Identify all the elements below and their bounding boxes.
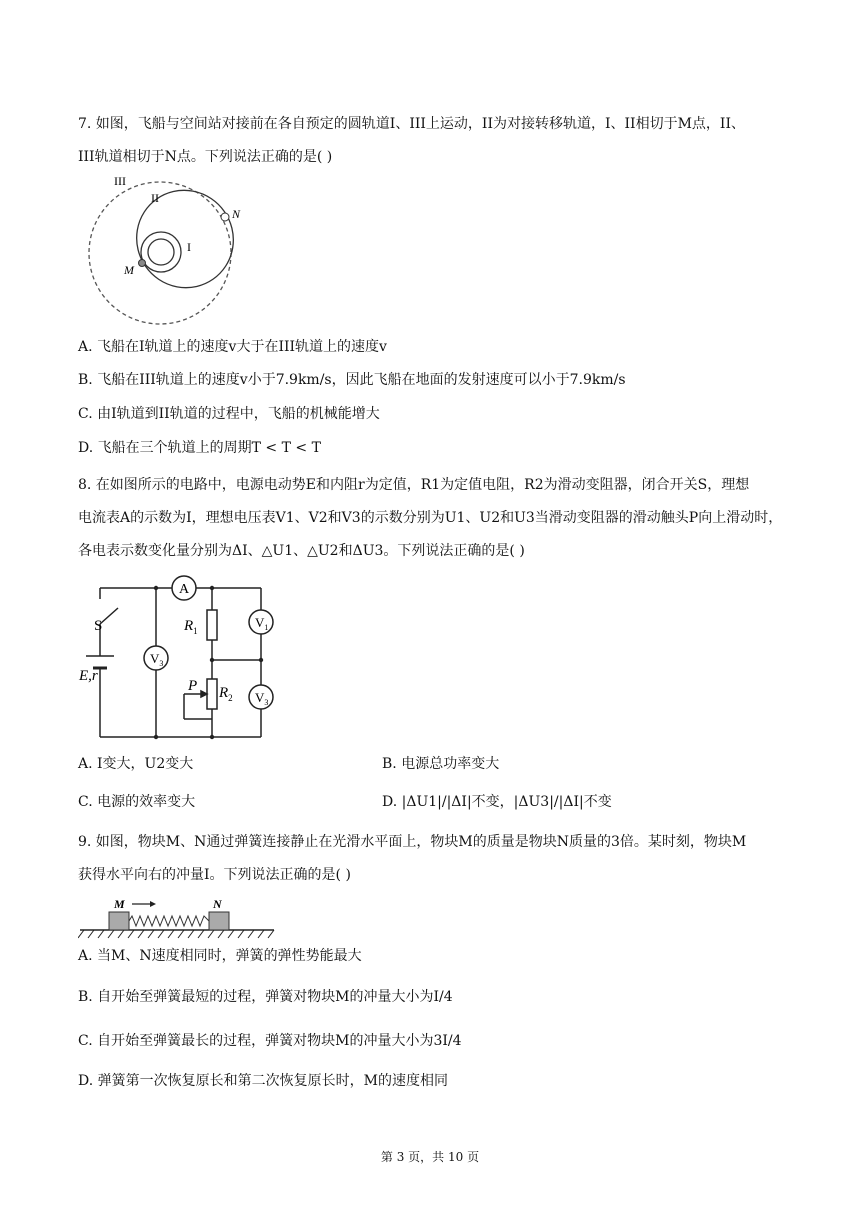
label-P: P bbox=[188, 678, 198, 694]
orbit-II bbox=[118, 172, 244, 307]
point-M bbox=[139, 260, 146, 267]
q9-option-c: C. 自开始至弹簧最长的过程，弹簧对物块M的冲量大小为3I/4 bbox=[78, 1033, 462, 1049]
earth bbox=[148, 239, 174, 265]
q8-option-a: A. I变大，U2变大 bbox=[78, 756, 194, 772]
label-E-r: E,r bbox=[79, 668, 98, 684]
label-A: A bbox=[179, 582, 190, 597]
spring bbox=[129, 916, 209, 926]
q8-option-c: C. 电源的效率变大 bbox=[78, 794, 196, 810]
q8-circuit-figure bbox=[76, 574, 296, 742]
label-II: II bbox=[151, 191, 159, 205]
label-M: M bbox=[124, 263, 134, 277]
page-footer: 第 3 页，共 10 页 bbox=[380, 1150, 480, 1164]
q9-stem-line2: 获得水平向右的冲量I。下列说法正确的是( ) bbox=[78, 867, 351, 883]
orbit-I bbox=[141, 232, 181, 272]
label-N: N bbox=[213, 897, 222, 911]
q9-stem-line1: 9. 如图，物块M、N通过弹簧连接静止在光滑水平面上，物块M的质量是物块N质量的3倍。某时刻，物块M bbox=[78, 834, 747, 850]
label-III: III bbox=[114, 174, 126, 188]
q8-option-b: B. 电源总功率变大 bbox=[382, 756, 500, 772]
block-N bbox=[209, 912, 229, 930]
orbit-III bbox=[89, 182, 231, 324]
q8-option-d: D. |ΔU1|/|ΔI|不变，|ΔU3|/|ΔI|不变 bbox=[382, 794, 612, 810]
q7-stem-line1: 7. 如图，飞船与空间站对接前在各自预定的圆轨道I、III上运动，II为对接转移轨道，I、II相切于M点，II、 bbox=[78, 116, 745, 132]
q9-option-d: D. 弹簧第一次恢复原长和第二次恢复原长时，M的速度相同 bbox=[78, 1073, 448, 1089]
point-N bbox=[221, 213, 229, 221]
label-S: S bbox=[94, 618, 103, 634]
q9-option-a: A. 当M、N速度相同时，弹簧的弹性势能最大 bbox=[78, 948, 362, 964]
label-V2: $V_3$ bbox=[255, 690, 269, 707]
q7-option-c: C. 由I轨道到II轨道的过程中，飞船的机械能增大 bbox=[78, 406, 380, 422]
q8-stem bbox=[78, 469, 784, 568]
q7-option-d: D. 飞船在三个轨道上的周期T < T < T bbox=[78, 440, 321, 456]
label-V3: $V_3$ bbox=[150, 651, 164, 668]
q7-orbit-figure bbox=[84, 172, 244, 330]
q7-stem-line2: III轨道相切于N点。下列说法正确的是( ) bbox=[78, 149, 333, 165]
q9-stem bbox=[78, 826, 784, 892]
label-R2: $R_2$ bbox=[219, 685, 233, 703]
q9-option-b: B. 自开始至弹簧最短的过程，弹簧对物块M的冲量大小为I/4 bbox=[78, 989, 453, 1005]
q7-option-b: B. 飞船在III轨道上的速度v小于7.9km/s，因此飞船在地面的发射速度可以小于7.9km/s bbox=[78, 372, 626, 388]
label-M: M bbox=[114, 897, 125, 911]
q8-stem-line1: 8. 在如图所示的电路中，电源电动势E和内阻r为定值，R1为定值电阻，R2为滑动变阻器，闭合开关S，理想 bbox=[78, 477, 750, 493]
label-R1: $R_1$ bbox=[184, 618, 198, 636]
q8-stem-line3: 各电表示数变化量分别为ΔI、△U1、△U2和ΔU3。下列说法正确的是( ) bbox=[78, 543, 525, 559]
q7-option-a: A. 飞船在I轨道上的速度v大于在III轨道上的速度v bbox=[78, 339, 387, 355]
label-V1: $V_1$ bbox=[255, 615, 269, 632]
q7-stem bbox=[78, 108, 784, 174]
label-I: I bbox=[187, 240, 191, 254]
q8-stem-line2: 电流表A的示数为I，理想电压表V1、V2和V3的示数分别为U1、U2和U3当滑动变阻器的滑动触头P向上滑动时， bbox=[78, 510, 783, 526]
q9-spring-figure bbox=[78, 894, 278, 940]
label-N: N bbox=[232, 207, 241, 221]
block-M bbox=[109, 912, 129, 930]
